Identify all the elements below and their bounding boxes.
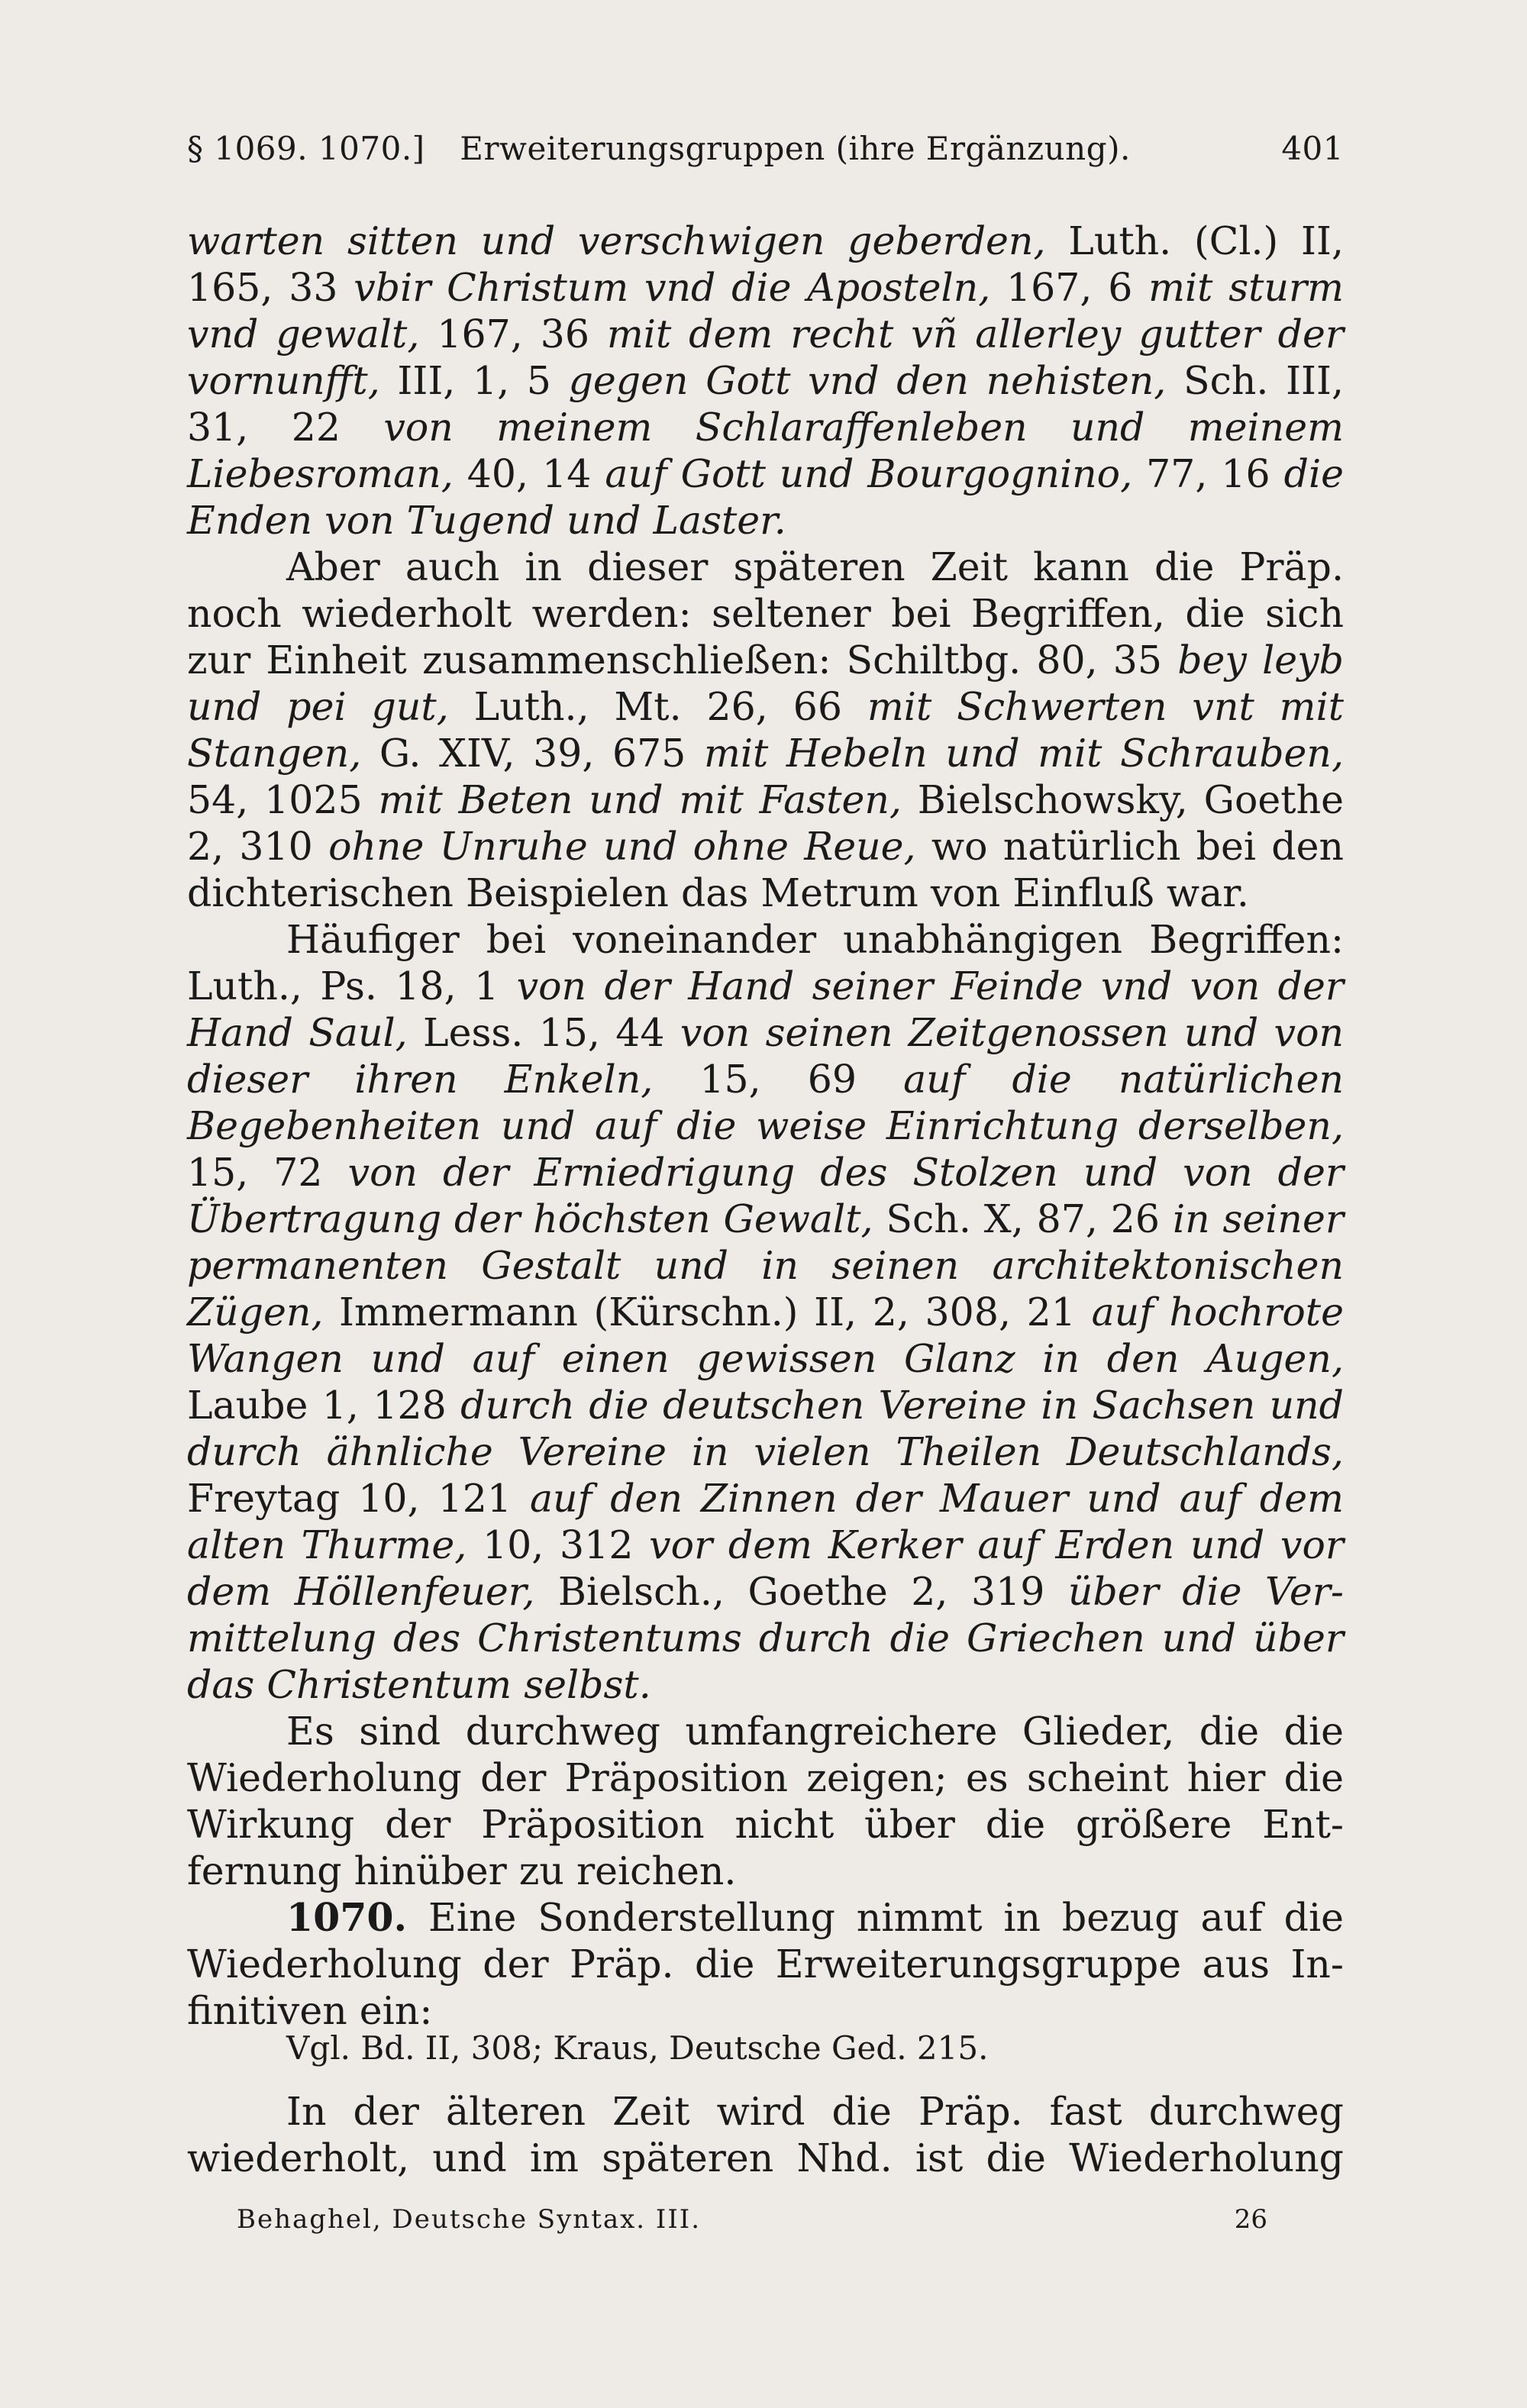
italic-quote: ohne Unruhe und ohne Reue, [328, 824, 916, 869]
main-text-continued [187, 2088, 1344, 2181]
text-run: Sch. III, 31, 22 [187, 358, 1344, 450]
text-run: 10, 312 [466, 1522, 650, 1567]
italic-quote: von der Hand seiner Feinde vnd von der Hand Saul, [187, 964, 1344, 1055]
italic-quote: in seiner permanenten Gestalt und in seinen architektonischen Zügen, [187, 1196, 1344, 1335]
text-run: 15, 69 [653, 1057, 904, 1102]
section-number: 1070. [286, 1895, 408, 1940]
text-run: G. XIV, 39, 675 [361, 731, 704, 776]
italic-quote: über die Vermittelung des Christentums durch die Griechen und über das Christentum selbst. [187, 1569, 1344, 1707]
header-left [187, 130, 1131, 167]
text-run: 54, 1025 [187, 777, 379, 822]
italic-quote: warten sitten und verschwigen geberden, [187, 218, 1046, 263]
text-run: Less. 15, 44 [407, 1010, 680, 1055]
paragraph [187, 1708, 1344, 1894]
italic-quote: auf Gott und Bourgognino, [605, 451, 1133, 496]
signature-mark: 26 [1234, 2204, 1267, 2235]
text-run: Häufiger bei voneinander unabhängigen Begriffen: Luth., Ps. 18, 1 [187, 917, 1344, 1009]
italic-quote: mit Hebeln und mit Schrauben, [703, 731, 1344, 776]
text-run: III, 1, 5 [379, 358, 569, 403]
italic-quote: gegen Gott vnd den nehisten, [568, 358, 1167, 403]
page-footer [237, 2204, 1267, 2235]
header-title: Erweiterungsgruppen (ihre Ergänzung). [460, 130, 1131, 167]
italic-quote: mit sturm vnd gewalt, [187, 265, 1344, 357]
italic-quote: bey leyb und pei gut, [187, 638, 1344, 729]
text-run: Bielsch., Goethe 2, 319 [534, 1569, 1068, 1614]
text-run: wo natürlich bei den dichterischen Beispielen das Metrum von Einfluß war. [187, 824, 1344, 915]
section-1070-paragraph [187, 1894, 1344, 2034]
italic-quote: von meinem Schlaraffenleben und meinem Liebesroman, [187, 405, 1344, 496]
text-run: 40, 14 [453, 451, 605, 496]
italic-quote: auf hochrote Wangen und auf einen gewissen Glanz in den Augen, [187, 1290, 1344, 1381]
italic-quote: vbir Christum vnd die Aposteln, [354, 265, 991, 310]
text-run: Es sind durchweg umfangreichere Glieder, die die Wiederholung der Präposition zeigen; es scheint hier die Wirkung der Präposition nicht über die größere Entfernung hinüber zu reichen. [187, 1709, 1344, 1893]
text-run: Luth., Mt. 26, 66 [448, 684, 867, 729]
paragraph [187, 916, 1344, 1708]
reference-note: Vgl. Bd. II, 308; Kraus, Deutsche Ged. 215. [286, 2029, 989, 2067]
text-run: 15, 72 [187, 1150, 348, 1195]
text-run: Laube 1, 128 [187, 1383, 461, 1428]
italic-quote: durch die deutschen Vereine in Sachsen und durch ähnliche Vereine in vielen Theilen Deutschlands, [187, 1383, 1344, 1474]
italic-quote: die Enden von Tugend und Laster. [187, 451, 1344, 543]
italic-quote: mit Schwerten vnt mit Stangen, [187, 684, 1345, 776]
italic-quote: mit Beten und mit Fasten, [378, 777, 902, 822]
page-number: 401 [1281, 130, 1344, 167]
main-text [187, 218, 1344, 2034]
italic-quote: von seinen Zeitgenossen und von dieser ihren Enkeln, [187, 1010, 1345, 1102]
text-run: Aber auch in dieser späteren Zeit kann die Präp. noch wiederholt werden: seltener bei Begriffen, die sich zur Einheit zusammenschließen: Schiltbg. 80, 35 [187, 544, 1344, 683]
paragraph [187, 218, 1344, 544]
italic-quote: auf die natürlichen Begebenheiten und auf die weise Einrichtung derselben, [187, 1057, 1344, 1148]
running-header [187, 130, 1344, 183]
paragraph [187, 544, 1344, 916]
italic-quote: vor dem Kerker auf Erden und vor dem Höllenfeuer, [187, 1522, 1344, 1614]
text-run: 167, 36 [419, 311, 607, 357]
text-run: Luth. (Cl.) II, 165, 33 [187, 218, 1344, 310]
text-run: 167, 6 [990, 265, 1149, 310]
text-run: Sch. X, 87, 26 [873, 1196, 1173, 1241]
text-run: Freytag 10, 121 [187, 1476, 530, 1521]
text-run: Immermann (Kürschn.) II, 2, 308, 21 [323, 1290, 1092, 1335]
last-paragraph: In der älteren Zeit wird die Präp. fast durchweg wiederholt, und im späteren Nhd. ist die Wiederholung [187, 2089, 1344, 2180]
text-run: 77, 16 [1132, 451, 1284, 496]
italic-quote: auf den Zinnen der Mauer und auf dem alten Thurme, [187, 1476, 1344, 1567]
italic-quote: mit dem recht vñ allerley gutter der vornunfft, [187, 311, 1344, 403]
text-run: Bielschowsky, Goethe 2, 310 [187, 777, 1345, 869]
section-text: Eine Sonderstellung nimmt in bezug auf die Wiederholung der Präp. die Erweiterungsgruppe aus Infinitiven ein: [187, 1895, 1344, 2033]
footer-book-title: Behaghel, Deutsche Syntax. III. [237, 2204, 702, 2235]
section-reference: § 1069. 1070.] [187, 130, 425, 167]
italic-quote: von der Erniedrigung des Stolzen und von der Übertragung der höchsten Gewalt, [187, 1150, 1344, 1241]
